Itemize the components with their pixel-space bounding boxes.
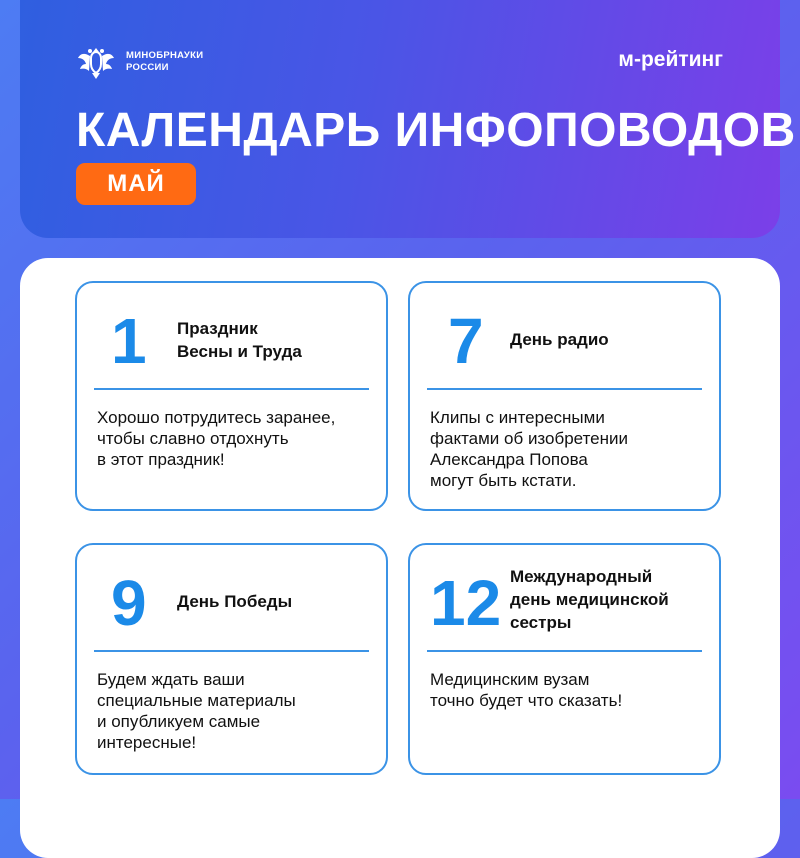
card-header [410, 283, 719, 388]
description-line: могут быть кстати. [430, 471, 577, 490]
event-name-line: Весны и Труда [177, 342, 302, 361]
event-description [430, 669, 709, 711]
card-divider [427, 650, 702, 652]
card-header [410, 545, 719, 650]
description-line: чтобы славно отдохнуть [97, 429, 289, 448]
card-header [77, 283, 386, 388]
card-header [77, 545, 386, 650]
event-day: 9 [111, 567, 147, 639]
ministry-name-line2: РОССИИ [126, 62, 169, 73]
event-card-may-7 [408, 281, 721, 511]
event-name [177, 590, 292, 613]
event-name [177, 317, 302, 363]
description-line: интересные! [97, 733, 197, 752]
description-line: и опубликуем самые [97, 712, 261, 731]
event-card-may-9 [75, 543, 388, 775]
description-line: Клипы с интересными [430, 408, 605, 427]
ministry-logo [76, 42, 203, 82]
event-name-line: Международный [510, 567, 653, 586]
event-name-line: День Победы [177, 592, 293, 611]
event-description [430, 407, 709, 491]
event-day: 1 [111, 305, 147, 377]
event-description [97, 407, 376, 470]
event-name [510, 565, 669, 634]
event-name [510, 328, 609, 351]
description-line: точно будет что сказать! [430, 691, 623, 710]
ministry-name [126, 50, 203, 74]
card-divider [427, 388, 702, 390]
event-card-may-1 [75, 281, 388, 511]
eagle-emblem-icon [76, 42, 116, 82]
page-title: КАЛЕНДАРЬ ИНФОПОВОДОВ [76, 104, 796, 157]
event-name-line: Праздник [177, 319, 258, 338]
event-card-may-12 [408, 543, 721, 775]
description-line: в этот праздник! [97, 450, 225, 469]
description-line: фактами об изобретении [430, 429, 629, 448]
event-description [97, 669, 376, 753]
event-day: 12 [430, 567, 502, 639]
event-name-line: сестры [510, 613, 572, 632]
description-line: Будем ждать ваши [97, 670, 245, 689]
ministry-name-line1: МИНОБРНАУКИ [126, 50, 204, 61]
description-line: Хорошо потрудитесь заранее, [97, 408, 336, 427]
event-name-line: День радио [510, 330, 609, 349]
description-line: специальные материалы [97, 691, 296, 710]
card-divider [94, 388, 369, 390]
description-line: Александра Попова [430, 450, 588, 469]
event-day: 7 [448, 305, 484, 377]
month-badge: МАЙ [76, 163, 196, 205]
card-divider [94, 650, 369, 652]
brand-name: м-рейтинг [618, 48, 723, 71]
description-line: Медицинским вузам [430, 670, 590, 689]
event-name-line: день медицинской [510, 590, 669, 609]
